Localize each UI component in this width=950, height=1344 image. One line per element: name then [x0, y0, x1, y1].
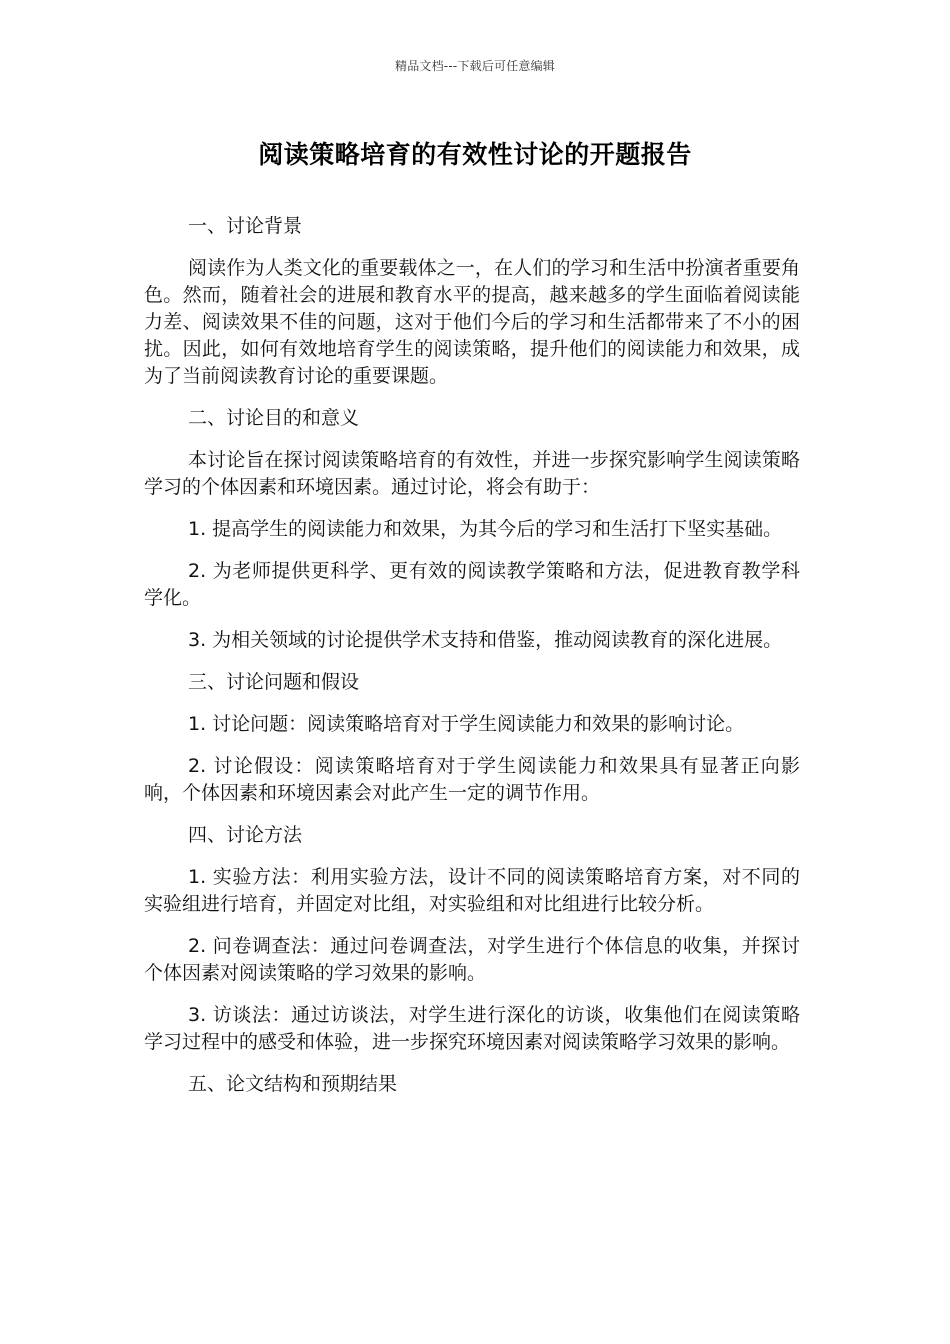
purpose-item-2: 2. 为老师提供更科学、更有效的阅读教学策略和方法，促进教育教学科学化。 [144, 560, 800, 609]
method-item-1: 1. 实验方法：利用实验方法，设计不同的阅读策略培育方案，对不同的实验组进行培育，并固定对比组，对实验组和对比组进行比较分析。 [144, 866, 800, 915]
question-item-2: 2. 讨论假设：阅读策略培育对于学生阅读能力和效果具有显著正向影响，个体因素和环境因素会对此产生一定的调节作用。 [144, 755, 800, 804]
section-heading-methods: 四、讨论方法 [188, 824, 303, 846]
section-heading-background: 一、讨论背景 [188, 215, 303, 237]
method-item-3: 3. 访谈法：通过访谈法，对学生进行深化的访谈，收集他们在阅读策略学习过程中的感受和体验，进一步探究环境因素对阅读策略学习效果的影响。 [144, 1004, 800, 1053]
document-body [144, 213, 800, 1113]
document-title: 阅读策略培育的有效性讨论的开题报告 [258, 140, 692, 169]
section-heading-purpose: 二、讨论目的和意义 [188, 407, 360, 429]
purpose-item-3: 3. 为相关领域的讨论提供学术支持和借鉴，推动阅读教育的深化进展。 [188, 629, 783, 651]
section-heading-structure: 五、论文结构和预期结果 [188, 1073, 398, 1095]
purpose-item-1: 1. 提高学生的阅读能力和效果，为其今后的学习和生活打下坚实基础。 [188, 518, 783, 540]
page-header: 精品文档---下载后可任意编辑 [395, 59, 555, 73]
method-item-2: 2. 问卷调查法：通过问卷调查法，对学生进行个体信息的收集，并探讨个体因素对阅读策略的学习效果的影响。 [144, 935, 800, 984]
section-heading-questions: 三、讨论问题和假设 [188, 671, 360, 693]
question-item-1: 1. 讨论问题：阅读策略培育对于学生阅读能力和效果的影响讨论。 [188, 713, 745, 735]
background-paragraph: 阅读作为人类文化的重要载体之一，在人们的学习和生活中扮演者重要角色。然而，随着社会的进展和教育水平的提高，越来越多的学生面临着阅读能力差、阅读效果不佳的问题，这对于他们今后的学习和生活都带来了不小的困扰。因此，如何有效地培育学生的阅读策略，提升他们的阅读能力和效果，成为了当前阅读教育讨论的重要课题。 [144, 257, 800, 387]
purpose-intro-paragraph: 本讨论旨在探讨阅读策略培育的有效性，并进一步探究影响学生阅读策略学习的个体因素和环境因素。通过讨论，将会有助于： [144, 449, 800, 498]
